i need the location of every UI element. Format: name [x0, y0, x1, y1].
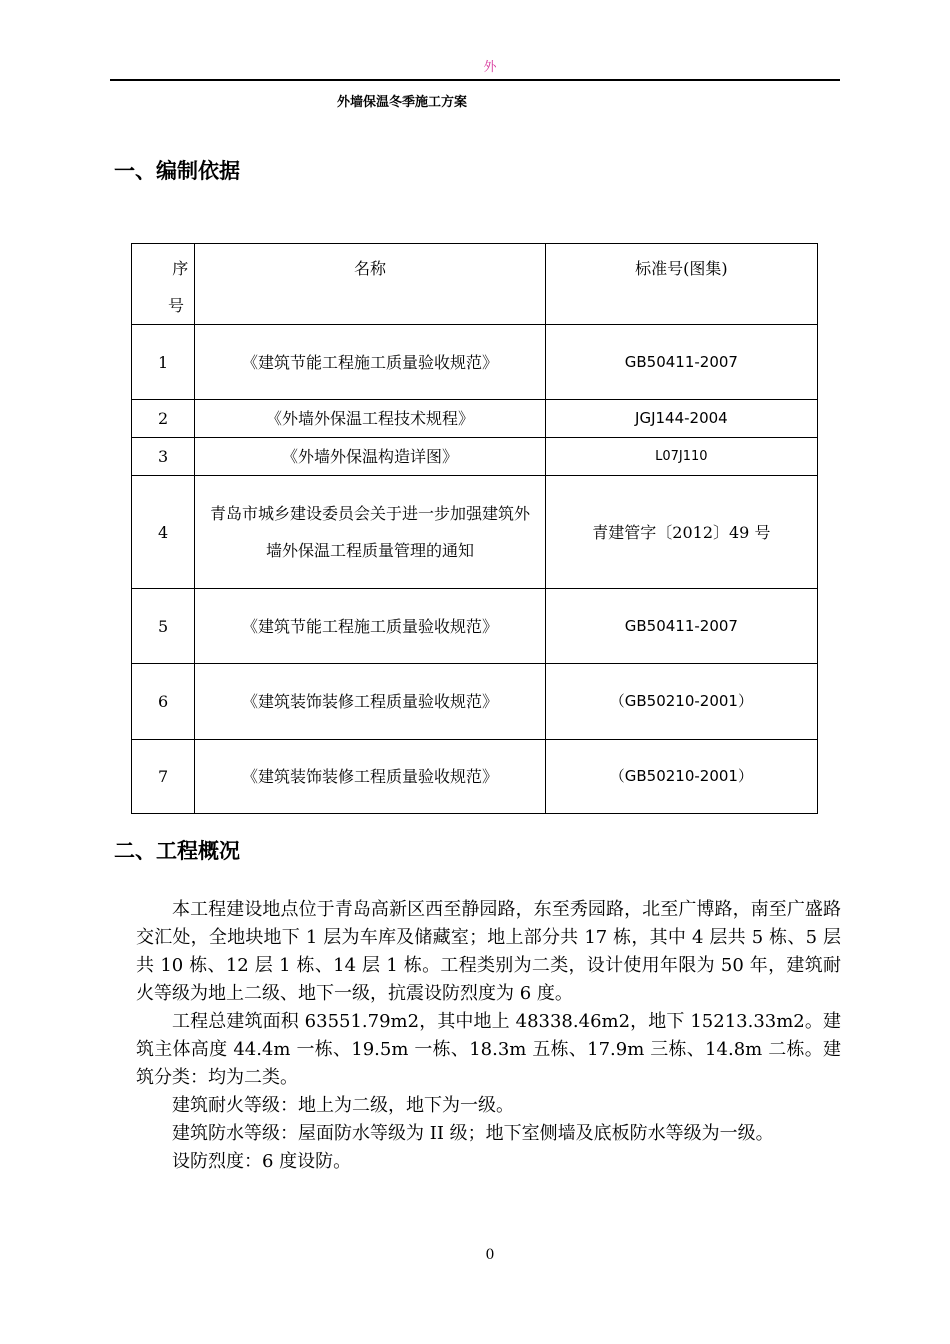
- row-name: 《外墙外保温工程技术规程》: [195, 400, 545, 438]
- header-name: 名称: [195, 244, 545, 325]
- standards-table: [131, 243, 818, 814]
- paragraph: 工程总建筑面积 63551.79m2，其中地上 48338.46m2，地下 15213.33m2。建筑主体高度 44.4m 一栋、19.5m 一栋、18.3m 五栋、17.9m 三栋、14.8m 二栋。建筑分类：均为二类。: [136, 1011, 841, 1088]
- row-no: 2: [132, 400, 195, 438]
- document-title: 外墙保温冬季施工方案: [337, 95, 468, 110]
- header-no-line1: 序: [172, 259, 189, 278]
- row-no: 1: [132, 325, 195, 400]
- row-no: 7: [132, 740, 195, 814]
- row-standard: GB50411-2007: [545, 589, 817, 664]
- row-name: 《建筑装饰装修工程质量验收规范》: [195, 740, 545, 814]
- table-row: [132, 740, 818, 814]
- row-standard: JGJ144-2004: [545, 400, 817, 438]
- row-no: 5: [132, 589, 195, 664]
- row-name: 《建筑装饰装修工程质量验收规范》: [195, 664, 545, 740]
- header-mark: 外: [483, 60, 497, 75]
- page-number: 0: [485, 1247, 495, 1263]
- row-no: 6: [132, 664, 195, 740]
- row-no: 3: [132, 438, 195, 476]
- table-row: [132, 400, 818, 438]
- table-row: [132, 476, 818, 589]
- row-standard: （GB50210-2001）: [545, 740, 817, 814]
- header-rule: [110, 79, 840, 81]
- row-no: 4: [132, 476, 195, 589]
- section-heading-overview: 二、工程概况: [114, 839, 240, 863]
- paragraph: 建筑耐火等级：地上为二级，地下为一级。: [172, 1095, 514, 1116]
- overview-body: [136, 896, 841, 1176]
- row-name: 青岛市城乡建设委员会关于进一步加强建筑外墙外保温工程质量管理的通知: [195, 476, 545, 589]
- paragraph: 建筑防水等级：屋面防水等级为 II 级；地下室侧墙及底板防水等级为一级。: [172, 1123, 774, 1144]
- row-name: 《建筑节能工程施工质量验收规范》: [195, 589, 545, 664]
- table-row: [132, 589, 818, 664]
- header-standard: 标准号(图集): [545, 244, 817, 325]
- table-row: [132, 325, 818, 400]
- table-row: [132, 438, 818, 476]
- row-standard: GB50411-2007: [545, 325, 817, 400]
- row-standard: L07J110: [545, 438, 817, 476]
- paragraph: 设防烈度：6 度设防。: [172, 1151, 352, 1172]
- row-standard: 青建管字〔2012〕49 号: [545, 476, 817, 589]
- table-header-row: [132, 244, 818, 325]
- header-no: [132, 244, 195, 325]
- row-standard: （GB50210-2001）: [545, 664, 817, 740]
- header-no-line2: 号: [168, 296, 185, 315]
- table-row: [132, 664, 818, 740]
- paragraph: 本工程建设地点位于青岛高新区西至静园路，东至秀园路，北至广博路，南至广盛路交汇处，全地块地下 1 层为车库及储藏室；地上部分共 17 栋，其中 4 层共 5 栋、5 层共 10 栋、12 层 1 栋、14 层 1 栋。工程类别为二类，设计使用年限为 50 年，建筑耐火等级为地上二级、地下一级，抗震设防烈度为 6 度。: [136, 899, 841, 1004]
- row-name: 《外墙外保温构造详图》: [195, 438, 545, 476]
- section-heading-basis: 一、编制依据: [114, 159, 240, 183]
- row-name: 《建筑节能工程施工质量验收规范》: [195, 325, 545, 400]
